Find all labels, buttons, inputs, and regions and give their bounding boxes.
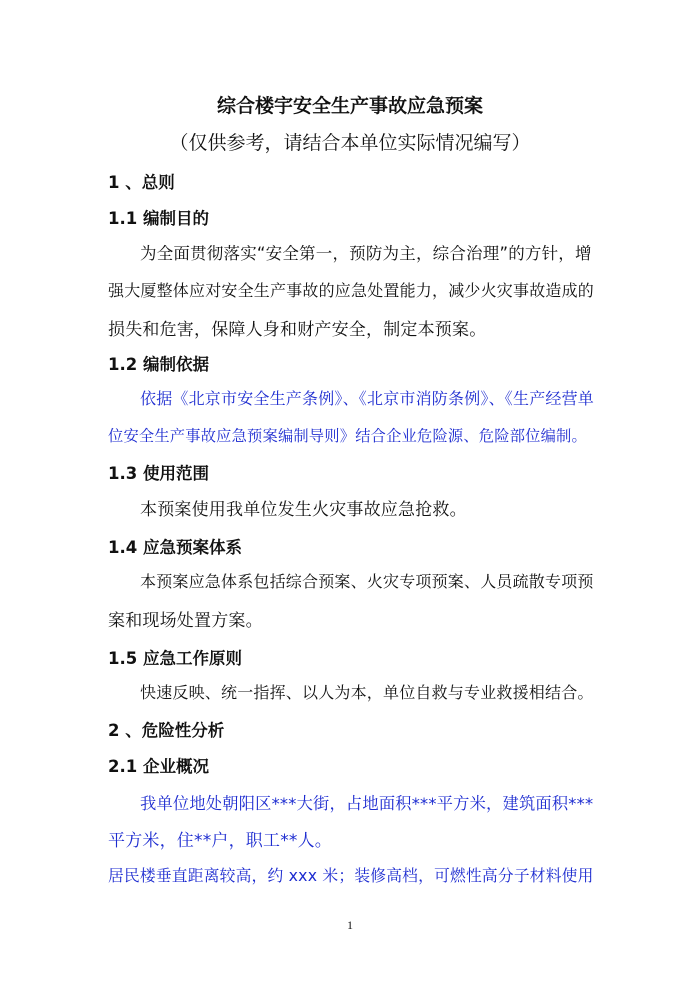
section-1-2-heading: 1.2 编制依据 <box>108 355 209 374</box>
section-1-heading: 1 、总则 <box>108 173 175 192</box>
paragraph-1-2-line-2: 位安全生产事故应急预案编制导则》结合企业危险源、危险部位编制。 <box>108 427 587 445</box>
paragraph-2-1-line-1: 我单位地处朝阳区***大街，占地面积***平方米，建筑面积*** <box>140 794 594 813</box>
document-title: 综合楼宇安全生产事故应急预案 <box>216 95 483 117</box>
paragraph-1-4-line-1: 本预案应急体系包括综合预案、火灾专项预案、人员疏散专项预 <box>140 572 594 591</box>
paragraph-1-4-line-2: 案和现场处置方案。 <box>108 611 263 631</box>
section-2-1-heading: 2.1 企业概况 <box>108 757 209 776</box>
section-1-1-heading: 1.1 编制目的 <box>108 209 209 228</box>
paragraph-2-1-line-3: 居民楼垂直距离较高，约 xxx 米；装修高档，可燃性高分子材料使用 <box>108 866 594 885</box>
paragraph-1-3: 本预案使用我单位发生火灾事故应急抢救。 <box>140 500 467 520</box>
paragraph-1-2-line-1: 依据《北京市安全生产条例》、《北京市消防条例》、《生产经营单 <box>140 389 595 408</box>
paragraph-1-1-line-2: 强大厦整体应对安全生产事故的应急处置能力，减少火灾事故造成的 <box>108 281 595 300</box>
section-1-4-heading: 1.4 应急预案体系 <box>108 538 242 557</box>
document-subtitle: （仅供参考，请结合本单位实际情况编写） <box>169 132 531 154</box>
paragraph-1-1-line-3: 损失和危害，保障人身和财产安全，制定本预案。 <box>108 320 487 340</box>
paragraph-1-1-line-1: 为全面贯彻落实“安全第一，预防为主，综合治理”的方针，增 <box>140 244 592 263</box>
paragraph-1-5: 快速反映、统一指挥、以人为本，单位自救与专业救援相结合。 <box>140 683 594 702</box>
section-1-5-heading: 1.5 应急工作原则 <box>108 649 242 668</box>
paragraph-2-1-line-2: 平方米，住**户，职工**人。 <box>108 831 332 851</box>
section-1-3-heading: 1.3 使用范围 <box>108 464 209 483</box>
page-number: 1 <box>347 918 353 932</box>
section-2-heading: 2 、危险性分析 <box>108 721 225 740</box>
